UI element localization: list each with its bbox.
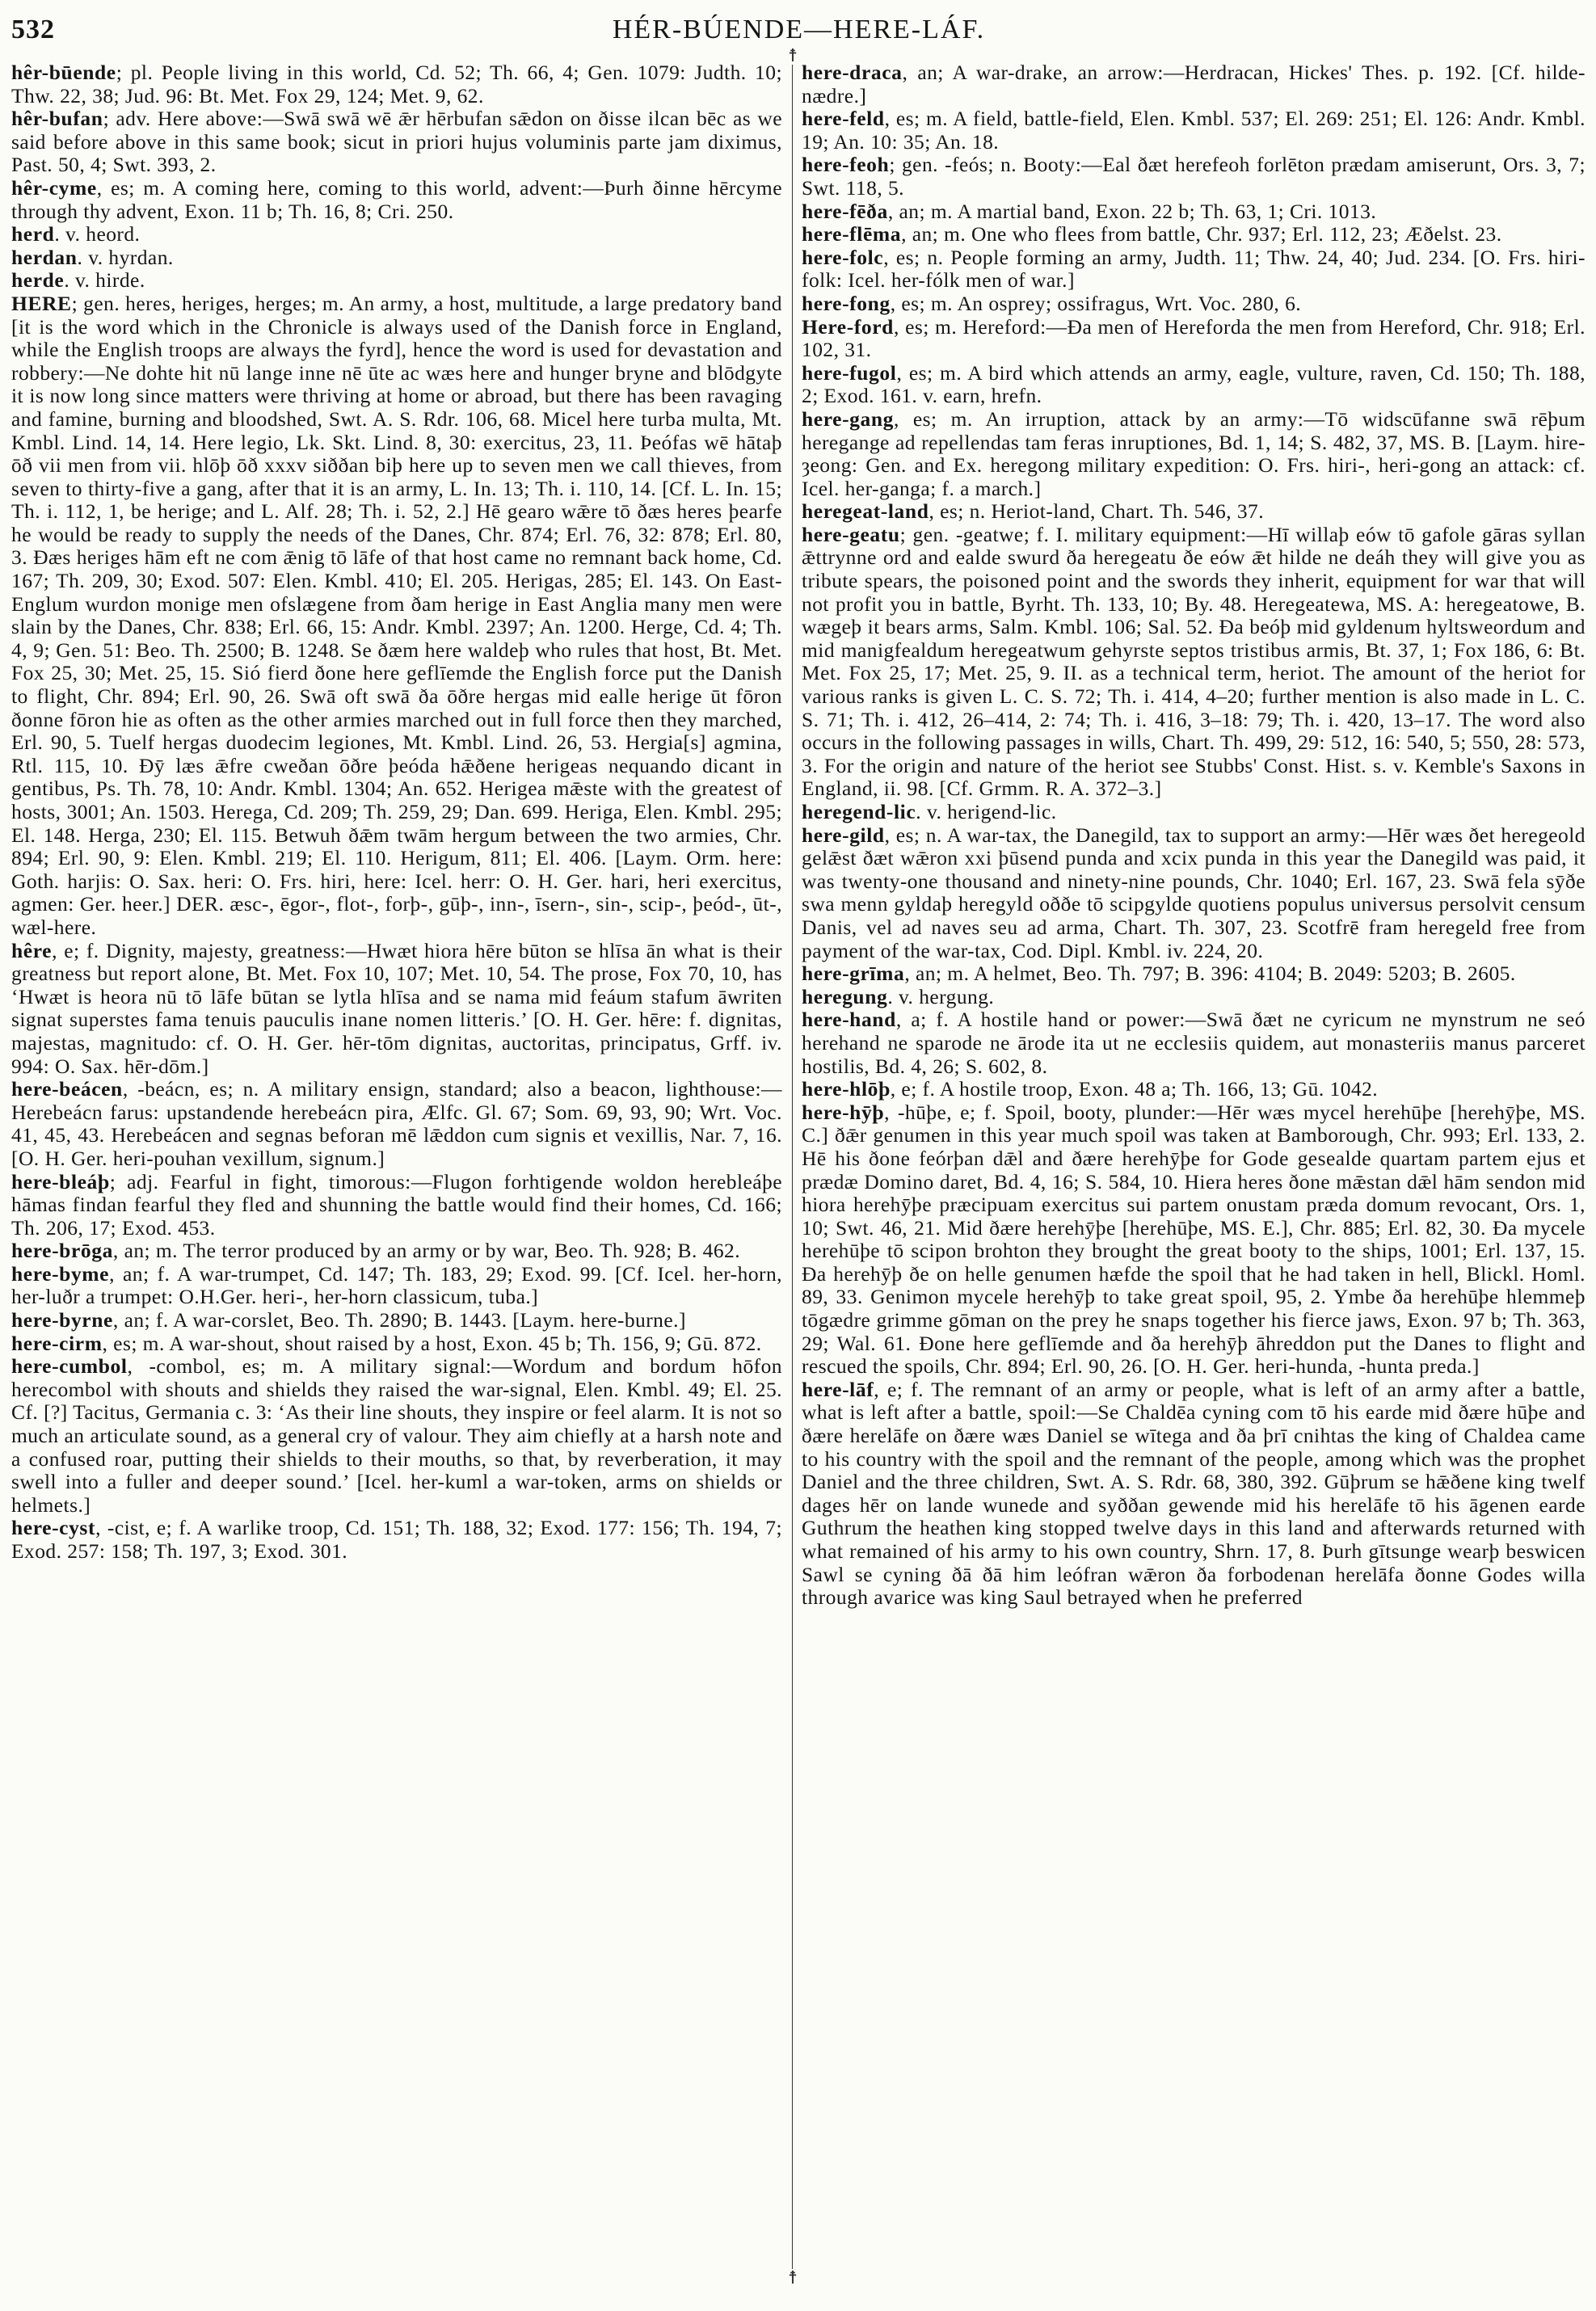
entry-definition: ; adv. Here above:—Swā swā wē ǣr hērbufan sǣdon on ðisse ilcan bēc as we said before above in this same book; sicut in priori hujus voluminis parte jam diximus, Past. 50, 4; Swt. 393, 2. xyxy=(11,107,782,177)
dictionary-entry xyxy=(802,408,1585,500)
entry-headword: hêr-cyme xyxy=(11,175,97,200)
entry-headword: herde xyxy=(11,268,65,293)
entry-headword: here-hand xyxy=(802,1008,896,1032)
entry-headword: hêr-bufan xyxy=(11,107,103,131)
entry-definition: , es; m. An irruption, attack by an army:—Tō widscūfanne swā rēþum heregange ad repellendas tam feras inruptiones, Bd. 1, 14; S. 482, 37, MS. B. [Laym. hire-ȝeong: Gen. and Ex. heregong military expedition: O. Frs. hiri-, heri-gong an attack: cf. Icel. her-ganga; f. a march.] xyxy=(802,406,1585,500)
entry-definition: , es; m. A bird which attends an army, eagle, vulture, raven, Cd. 150; Th. 188, 2; Exod. 161. v. earn, hrefn. xyxy=(802,360,1585,408)
dictionary-entry xyxy=(11,1309,782,1332)
dictionary-entry xyxy=(11,246,782,270)
dictionary-entry xyxy=(802,1101,1585,1379)
entry-definition: , es; n. A war-tax, the Danegild, tax to support an army:—Hēr wæs ðet heregeold gelǣst ðæt wǣron xxi þūsend punda and xcix punda in this year the Danegild was paid, it was twenty-one thousand and ninety-nine pounds, Chr. 1040; Erl. 167, 23. Swā fela sȳðe swa menn gyldaþ heregyld oððe tō scipgylde quotiens populus universus persolvit censum Danis, vel ad naves seu ad arma, Chart. Th. 307, 23. Scotfrē fram heregeld free from payment of the war-tax, Cod. Dipl. Kmbl. iv. 224, 20. xyxy=(802,823,1585,962)
dictionary-entry xyxy=(11,940,782,1079)
entry-definition: , an; m. A helmet, Beo. Th. 797; B. 396: 4104; B. 2049: 5203; B. 2605. xyxy=(904,962,1516,986)
entry-headword: here-bleáþ xyxy=(11,1169,110,1193)
entry-definition: , es; m. Hereford:—Ða men of Hereforda the men from Hereford, Chr. 918; Erl. 102, 31. xyxy=(802,314,1585,362)
entry-definition: ; adj. Fearful in fight, timorous:—Flugon forhtigende woldon herebleáþe hāmas findan fearful they fled and shunning the battle would find their homes, Cd. 166; Th. 206, 17; Exod. 453. xyxy=(11,1169,782,1240)
dictionary-entry xyxy=(802,200,1585,224)
dictionary-entry xyxy=(802,107,1585,154)
entry-headword: here-folc xyxy=(802,245,884,269)
entry-headword: here-byrne xyxy=(11,1308,113,1332)
dictionary-entry xyxy=(11,61,782,107)
entry-headword: hêr-būende xyxy=(11,61,116,84)
dictionary-entry xyxy=(11,1517,782,1563)
page-number: 532 xyxy=(11,15,55,44)
dictionary-entry xyxy=(11,177,782,223)
entry-definition: . v. herigend-lic. xyxy=(916,800,1057,823)
dictionary-entry xyxy=(11,1332,782,1356)
dictionary-entry xyxy=(802,223,1585,246)
entry-headword: here-feoh xyxy=(802,153,890,177)
entry-definition: , an; A war-drake, an arrow:—Herdracan, Hickes' Thes. p. 192. [Cf. hilde-nædre.] xyxy=(802,61,1585,107)
entry-headword: here-draca xyxy=(802,61,903,84)
entry-definition: . v. heord. xyxy=(54,222,141,246)
entry-headword: hêre xyxy=(11,938,53,962)
entry-definition: , -hūþe, e; f. Spoil, booty, plunder:—Hēr wæs mycel herehūþe [herehȳþe, MS. C.] ðǣr genumen in this year much spoil was taken at Bamborough, Chr. 993; Erl. 133, 2. Hē his ðone feórþan dǣl and ðære herehȳþe for Gode gesealde quartam partem ejus et prædæ Domino daret, Bd. 4, 16; S. 584, 10. Hiera heres ðone mǣstan dǣl hām sendon mid hiora herehȳþe præcipuam exercitus sui partem onustam præda domum revocant, Ors. 1, 10; Swt. 46, 21. Mid ðære herehȳþe [herehūþe, MS. E.], Chr. 885; Erl. 82, 30. Ða mycele herehūþe tō scipon brohton they brought the great booty to the ships, 1001; Erl. 137, 15. Ða herehȳþ ðe on helle genumen hæfde the spoil that he had taken in hell, Blickl. Homl. 89, 33. Genimon mycele herehȳþ to take great spoil, 95, 2. Ymbe ða herehūþe hlemmeþ tōgædre grimme gōman on the prey he snaps together his fierce jaws, Exon. 97 b; Th. 363, 29; Wal. 61. Ðone here geflīemde and ða herehȳþ āhreddon put the Danes to flight and rescued the spoils, Chr. 894; Erl. 90, 26. [O. H. Ger. heri-hunda, -hunta preda.] xyxy=(802,1100,1585,1379)
entry-definition: , e; f. The remnant of an army or people, what is left of an army after a battle, what is left after a battle, spoil:—Se Chaldēa cyning com tō his earde mid ðære hūþe and ðære herelāfe on ðære wæs Daniel se wītega and ða þrī cnihtas the king of Chaldea came to his country with the spoil and the remnant of the people, among which was the prophet Daniel and the three children, Swt. A. S. Rdr. 68, 380, 392. Gūþrum se hǣðene king twelf dages hēr on lande wunede and syððan gewende mid his herelāfe tō his āgenen earde Guthrum the heathen king stopped twelve days in this land and afterwards returned with what remained of his army to his own country, Shrn. 17, 8. Þurh gītsunge wearþ beswicen Sawl se cyning ðā ðā him leófran wǣron ða forbodenan herelāfa ðonne Godes willa through avarice was king Saul betrayed when he preferred xyxy=(802,1377,1585,1610)
left-column xyxy=(11,61,782,1564)
entry-definition: , an; f. A war-trumpet, Cd. 147; Th. 183, 29; Exod. 99. [Cf. Icel. her-horn, her-luðr a trumpet: O.H.Ger. heri-, her-horn classicum, tuba.] xyxy=(11,1261,782,1309)
dictionary-entry xyxy=(802,61,1585,107)
dagger-ornament-icon: ☨ xyxy=(785,47,801,65)
entry-headword: here-flēma xyxy=(802,222,902,246)
dictionary-entry xyxy=(802,293,1585,316)
entry-headword: herd xyxy=(11,222,55,246)
entry-headword: herdan xyxy=(11,245,78,269)
entry-headword: here-hlōþ xyxy=(802,1077,891,1101)
entry-definition: . v. hergung. xyxy=(887,984,995,1008)
dictionary-entry xyxy=(802,986,1585,1009)
entry-headword: heregeat-land xyxy=(802,499,929,524)
dictionary-entry xyxy=(802,801,1585,824)
entry-headword: HERE xyxy=(11,291,72,315)
entry-definition: ; gen. -feós; n. Booty:—Eal ðæt herefeoh forlēton prædam amiserunt, Ors. 3, 7; Swt. 118, 5. xyxy=(802,153,1585,200)
entry-definition: . v. hirde. xyxy=(64,268,145,293)
dictionary-entry xyxy=(11,1171,782,1240)
entry-definition: , es; m. A war-shout, shout raised by a host, Exon. 45 b; Th. 156, 9; Gū. 872. xyxy=(102,1331,762,1355)
entry-headword: Here-ford xyxy=(802,314,894,339)
entry-definition: , es; n. Heriot-land, Chart. Th. 546, 37. xyxy=(929,499,1265,524)
dictionary-entry xyxy=(802,246,1585,293)
entry-definition: , an; m. The terror produced by an army or by war, Beo. Th. 928; B. 462. xyxy=(112,1239,741,1263)
entry-headword: here-lāf xyxy=(802,1377,874,1401)
entry-definition: , an; f. A war-corslet, Beo. Th. 2890; B. 1443. [Laym. here-burne.] xyxy=(112,1308,686,1332)
dictionary-entry xyxy=(802,154,1585,200)
entry-definition: , an; m. One who flees from battle, Chr. 937; Erl. 112, 23; Æðelst. 23. xyxy=(901,222,1502,246)
dictionary-entry xyxy=(802,1078,1585,1101)
running-head: HÉR-BÚENDE—HERE-LÁF. xyxy=(612,15,986,44)
dictionary-entry xyxy=(802,1379,1585,1610)
entry-definition: . v. hyrdan. xyxy=(77,245,174,269)
entry-definition: ; gen. -geatwe; f. I. military equipment:—Hī willaþ eów tō gafole gāras syllan ǣttrynne ord and ealde swurd ða heregeatu ðe eów ǣt hilde ne deáh they will give you as tribute spears, the poisoned point and the swords they inherit, equipment for war that will not profit you in battle, Byrht. Th. 133, 10; By. 48. Heregeatewa, MS. A: heregeatowe, B. wægeþ it bears arms, Salm. Kmbl. 106; Sal. 52. Ða beóþ mid gyldenum hyltsweordum and mid manigfealdum heregeatwum gehyrste septos tristibus armis, Bt. 37, 1; Fox 186, 6: Bt. Met. Fox 25, 17; Met. 25, 9. II. as a technical term, heriot. The amount of the heriot for various ranks is given L. C. S. 72; Th. i. 414, 4–20; further mention is also made in L. C. S. 71; Th. i. 412, 26–414, 2: 74; Th. i. 416, 3–18: 79; Th. i. 420, 13–17. The word also occurs in the following passages in wills, Chart. Th. 499, 29: 512, 16: 540, 5; 550, 28: 573, 3. For the origin and nature of the heriot see Stubbs' Const. Hist. s. v. Kemble's Saxons in England, ii. 98. [Cf. Grmm. R. A. 372–3.] xyxy=(802,522,1585,801)
entry-headword: here-fēða xyxy=(802,199,888,223)
page-header xyxy=(11,15,1586,50)
dictionary-entry xyxy=(802,1008,1585,1078)
entry-headword: here-brōga xyxy=(11,1239,113,1263)
dictionary-entry xyxy=(802,362,1585,408)
dictionary-entry xyxy=(11,269,782,293)
dictionary-entry xyxy=(802,824,1585,963)
entry-definition: , es; m. A coming here, coming to this world, advent:—Þurh ðinne hērcyme through thy advent, Exon. 11 b; Th. 16, 8; Cri. 250. xyxy=(11,175,782,223)
entry-definition: , es; m. A field, battle-field, Elen. Kmbl. 537; El. 269: 251; El. 126: Andr. Kmbl. 19; An. 10: 35; An. 18. xyxy=(802,107,1585,154)
entry-headword: here-grīma xyxy=(802,962,905,986)
dictionary-entry xyxy=(11,1263,782,1309)
dictionary-entry xyxy=(802,962,1585,986)
entry-headword: here-cumbol xyxy=(11,1354,128,1379)
entry-headword: here-fugol xyxy=(802,360,897,385)
dictionary-entry xyxy=(11,223,782,246)
dictionary-entry xyxy=(11,107,782,177)
dagger-ornament-icon: ☨ xyxy=(785,2269,801,2287)
entry-headword: here-geatu xyxy=(802,522,900,546)
entry-headword: here-feld xyxy=(802,107,885,131)
dictionary-entry xyxy=(802,500,1585,524)
entry-headword: heregend-lic xyxy=(802,800,916,823)
entry-headword: here-fong xyxy=(802,291,891,315)
dictionary-entry xyxy=(11,1355,782,1517)
entry-headword: here-gild xyxy=(802,823,885,847)
column-divider xyxy=(792,53,793,2284)
entry-definition: , an; m. A martial band, Exon. 22 b; Th. 63, 1; Cri. 1013. xyxy=(887,199,1377,223)
dictionary-entry xyxy=(802,524,1585,801)
entry-definition: , es; n. People forming an army, Judth. 11; Thw. 24, 40; Jud. 234. [O. Frs. hiri-folk: Icel. her-fólk men of war.] xyxy=(802,245,1585,293)
entry-definition: , e; f. Dignity, majesty, greatness:—Hwæt hiora hēre būton se hlīsa ān what is their greatness but report alone, Bt. Met. Fox 10, 107; Met. 10, 54. The prose, Fox 70, 10, has ‘Hwæt is heora nū tō lāfe būtan se lytla hlīsa and se nama mid feáum stafum āwriten signat superstes fama tenuis pauculis inane nomen litteris.’ [O. H. Ger. hēre: f. dignitas, majestas, magnitudo: cf. O. H. Ger. hēr-tōm dignitas, auctoritas, principatus, Grff. iv. 994: O. Sax. hēr-dōm.] xyxy=(11,938,782,1078)
entry-headword: heregung xyxy=(802,984,888,1008)
right-column xyxy=(802,61,1585,1610)
entry-definition: , es; m. An osprey; ossifragus, Wrt. Voc. 280, 6. xyxy=(890,291,1302,315)
entry-headword: here-hȳþ xyxy=(802,1100,885,1124)
dictionary-entry xyxy=(802,316,1585,362)
entry-definition: ; pl. People living in this world, Cd. 52; Th. 66, 4; Gen. 1079: Judth. 10; Thw. 22, 38; Jud. 96: Bt. Met. Fox 29, 124; Met. 9, 62. xyxy=(11,61,782,107)
entry-headword: here-beácen xyxy=(11,1077,123,1101)
entry-definition: , e; f. A hostile troop, Exon. 48 a; Th. 166, 13; Gū. 1042. xyxy=(890,1077,1379,1101)
dictionary-entry xyxy=(11,1240,782,1263)
entry-definition: , a; f. A hostile hand or power:—Swā ðæt ne cyricum ne mynstrum ne seó herehand ne sparode ne ārode ita ut ne ecclesiis quidem, aut monasteriis manus parceret hostilis, Bd. 4, 26; S. 602, 8. xyxy=(802,1008,1585,1078)
entry-headword: here-gang xyxy=(802,406,894,431)
entry-definition: ; gen. heres, heriges, herges; m. An army, a host, multitude, a large predatory band [it is the word which in the Chronicle is always used of the Danish force in England, while the English troops are always the fyrd], hence the word is used for devastation and robbery:—Ne dohte hit nū lange inne nē ūte ac wæs here and hunger bryne and blōdgyte it is now long since matters were thriving at home or abroad, but there has been ravaging and famine, burning and bloodshed, Swt. A. S. Rdr. 106, 68. Micel here turba multa, Mt. Kmbl. Lind. 14, 14. Here legio, Lk. Skt. Lind. 8, 30: exercitus, 23, 11. Þeófas wē hātaþ ōð vii men from vii. hlōþ ōð xxxv siððan biþ here up to seven men we call thieves, from seven to thirty-five a gang, after that it is an army, L. In. 13; Th. i. 110, 14. [Cf. L. In. 15; Th. i. 112, 1, be herige; and L. Alf. 28; Th. i. 52, 2.] Hē gearo wǣre tō ðæs heres þearfe he would be ready to supply the needs of the Danes, Chr. 874; Erl. 76, 32: 878; Erl. 80, 3. Ðæs heriges hām eft ne com ǣnig tō lāfe of that host came no remnant back home, Cd. 167; Th. 209, 30; Exod. 507: Elen. Kmbl. 410; El. 205. Herigas, 285; El. 143. On East-Englum wurdon monige men ofslægene from ðam herige in East Anglia many men were slain by the Danes, Chr. 838; Erl. 66, 15: Andr. Kmbl. 2397; An. 1200. Herge, Cd. 4; Th. 4, 9; Gen. 51: Beo. Th. 2500; B. 1248. Se ðæm here waldeþ who rules that host, Bt. Met. Fox 25, 30; Met. 25, 15. Sió fierd ðone here geflīemde the English force put the Danish to flight, Chr. 894; Erl. 90, 26. Swā oft swā ða ōðre hergas mid ealle herige ūt fōron ðonne fōron hie as often as the other armies marched out in full force then they marched, Erl. 90, 5. Tuelf hergas duodecim legiones, Mt. Kmbl. Lind. 26, 53. Hergia[s] agmina, Rtl. 115, 10. Ðȳ læs ǣfre cweðan ōðre þeóda hǣðene herigeas nequando dicant in gentibus, Ps. Th. 78, 10: Andr. Kmbl. 1304; An. 652. Herigea mǣste with the greatest of hosts, 3001; An. 1503. Herega, Cd. 209; Th. 259, 29; Dan. 699. Heriga, Elen. Kmbl. 295; El. 148. Herga, 230; El. 115. Betwuh ðǣm twām hergum between the two armies, Chr. 894; Erl. 90, 9: Elen. Kmbl. 219; El. 110. Herigum, 811; El. 406. [Laym. Orm. here: Goth. harjis: O. Sax. heri: O. Frs. hiri, here: Icel. herr: O. H. Ger. hari, heri exercitus, agmen: Ger. heer.] DER. æsc-, ēgor-, flot-, forþ-, gūþ-, inn-, īsern-, sin-, scip-, þeód-, ūt-, wæl-here. xyxy=(11,291,782,939)
entry-definition: , -combol, es; m. A military signal:—Wordum and bordum hōfon herecombol with shouts and shields they raised the war-signal, Elen. Kmbl. 49; El. 25. Cf. [?] Tacitus, Germania c. 3: ‘As their line shouts, they inspire or feel alarm. It is not so much an articulate sound, as a general cry of valour. They aim chiefly at a harsh note and a confused roar, putting their shields to their mouths, so that, by reverberation, it may swell into a fuller and deeper sound.’ [Icel. her-kuml a war-token, arms on shields or helmets.] xyxy=(11,1354,782,1517)
entry-headword: here-byme xyxy=(11,1261,110,1286)
entry-definition: , -cist, e; f. A warlike troop, Cd. 151; Th. 188, 32; Exod. 177: 156; Th. 194, 7; Exod. 257: 158; Th. 197, 3; Exod. 301. xyxy=(11,1516,782,1563)
entry-headword: here-cyst xyxy=(11,1516,96,1540)
dictionary-entry xyxy=(11,293,782,940)
entry-definition: , -beácn, es; n. A military ensign, standard; also a beacon, lighthouse:—Herebeácn farus: upstandende herebeácn pira, Ælfc. Gl. 67; Som. 69, 93, 90; Wrt. Voc. 41, 45, 43. Herebeácen and segnas beforan mē lǣddon cum signis et vexillis, Nar. 7, 16. [O. H. Ger. heri-pouhan vexillum, signum.] xyxy=(11,1077,782,1170)
entry-headword: here-cirm xyxy=(11,1331,103,1355)
dictionary-entry xyxy=(11,1078,782,1170)
